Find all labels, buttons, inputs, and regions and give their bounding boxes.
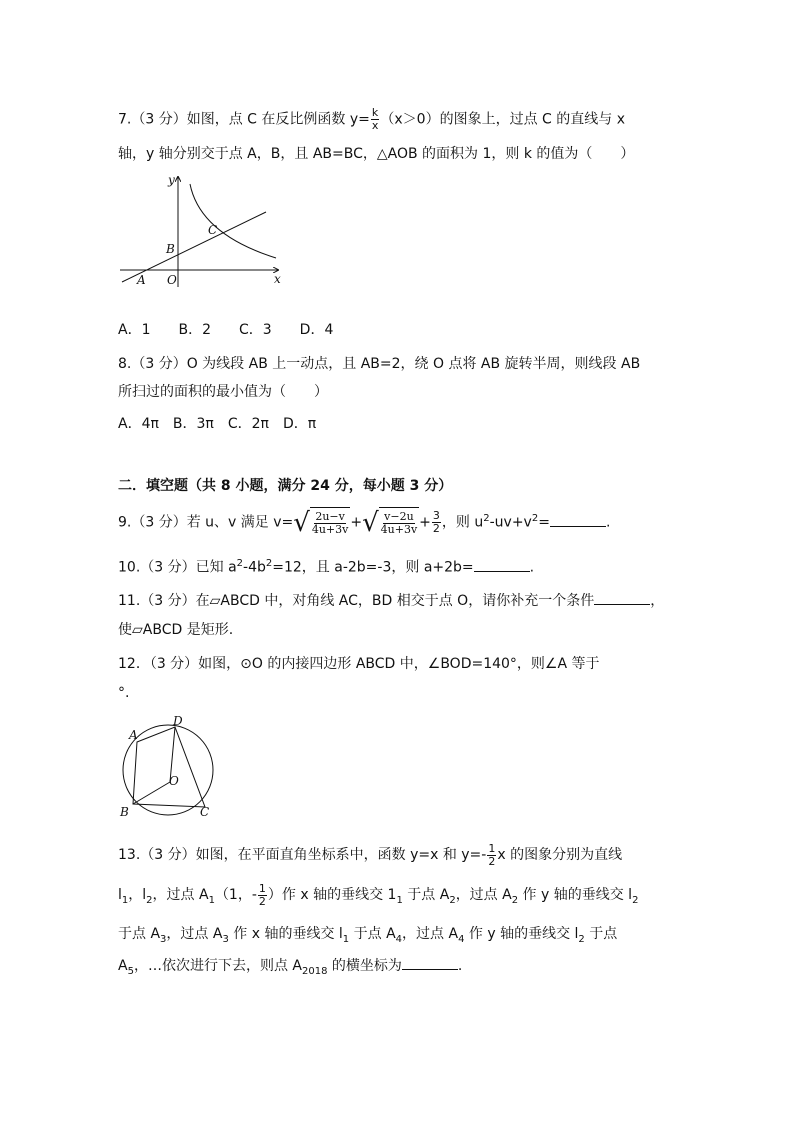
q8-options: A．4π B．3π C．2π D．π xyxy=(118,416,317,432)
q7-line-abc xyxy=(122,212,266,282)
q11-line1: 11.（3 分）在▱ABCD 中，对角线 AC，BD 相交于点 O，请你补充一个条件 ， xyxy=(118,593,665,609)
q12-label-a: A xyxy=(129,728,138,742)
q12-segment-ob xyxy=(133,782,170,804)
fraction-k-over-x: $\frac{k}{x}$ xyxy=(371,106,379,132)
q7-line1: 7.（3 分）如图，点 C 在反比例函数 y= $\frac{k}{x}$ （x＞0）的图象上，过点 C 的直线与 x xyxy=(118,106,625,132)
section-2-title: 二．填空题（共 8 小题，满分 24 分，每小题 3 分） xyxy=(118,478,453,494)
q7-line2: 轴，y 轴分别交于点 A，B，且 AB=BC，△AOB 的面积为 1，则 k 的值为（ ） xyxy=(118,146,635,162)
q10-line: 10.（3 分）已知 $a^2-4b^2=12$，且 a-2b=-3，则 a+2b= . xyxy=(118,558,535,576)
q12-line1: 12．（3 分）如图，⊙O 的内接四边形 ABCD 中，∠BOD=140°，则∠A 等于 xyxy=(118,656,600,672)
q13-fraction-1: $\frac{1}{2}$ xyxy=(488,841,496,868)
q13-line2: $l_1$，$l_2$，过点 $A_1(1$，- $\frac{1}{2}$ ）作 x 轴的垂线交 $1_1$ 于点 $A_2$，过点 $A_2$ 作 y 轴的垂线交 $l_2$ xyxy=(118,881,639,908)
q7-figure xyxy=(118,172,288,292)
q7-label-y: y xyxy=(168,173,175,187)
q13-fraction-2: $\frac{1}{2}$ xyxy=(258,881,266,908)
q11-answer-blank[interactable] xyxy=(594,604,650,605)
q12-label-c: C xyxy=(200,805,210,819)
q12-label-d: D xyxy=(173,714,183,728)
q7-label-a: A xyxy=(137,273,146,287)
q8-line2: 所扫过的面积的最小值为（ ） xyxy=(118,384,328,400)
q12-label-o: O xyxy=(169,774,179,788)
q9-answer-blank[interactable] xyxy=(550,526,606,527)
q11-line2: 使▱ABCD 是矩形. xyxy=(118,622,234,638)
q7-hyperbola xyxy=(190,184,276,258)
q9-sqrt-2: √ $\frac{v-2u}{4u+3v}$ xyxy=(362,507,418,538)
q9-fraction: $\frac{3}{2}$ xyxy=(432,509,440,536)
q12-quadrilateral xyxy=(133,727,205,807)
q9-sqrt-1: √ $\frac{2u-v}{4u+3v}$ xyxy=(293,507,349,538)
q7-label-o: O xyxy=(167,273,177,287)
q12-figure xyxy=(114,712,224,822)
q7-label-x: x xyxy=(274,272,281,286)
q13-line4: $A_5$，…依次进行下去，则点 $A_{2018}$ 的横坐标为 . xyxy=(118,958,463,977)
q8-line1: 8.（3 分）O 为线段 AB 上一动点，且 AB=2，绕 O 点将 AB 旋转半周，则线段 AB xyxy=(118,356,641,372)
q7-label-b: B xyxy=(166,242,175,256)
q10-answer-blank[interactable] xyxy=(474,571,530,572)
q12-line2: °. xyxy=(118,685,130,701)
q7-label-c: C xyxy=(208,223,218,237)
q13-answer-blank[interactable] xyxy=(402,969,458,970)
q7-options: A．1 B．2 C．3 D．4 xyxy=(118,322,334,338)
q13-line3: 于点 $A_3$，过点 $A_3$ 作 x 轴的垂线交 $l_1$ 于点 $A_4$，过点 $A_4$ 作 y 轴的垂线交 $l_2$ 于点 xyxy=(118,926,618,945)
q12-label-b: B xyxy=(120,805,129,819)
q9-line: 9.（3 分）若 u、v 满足 v= √ $\frac{2u-v}{4u+3v}$ + √ $\frac{v-2u}{4u+3v}$ + $\frac{3}{2}$ ，则 $u^2-uv+v^2=$ . xyxy=(118,507,611,538)
q13-line1: 13.（3 分）如图，在平面直角坐标系中，函数 y=x 和 y=- $\frac{1}{2}$ x 的图象分别为直线 xyxy=(118,841,623,868)
